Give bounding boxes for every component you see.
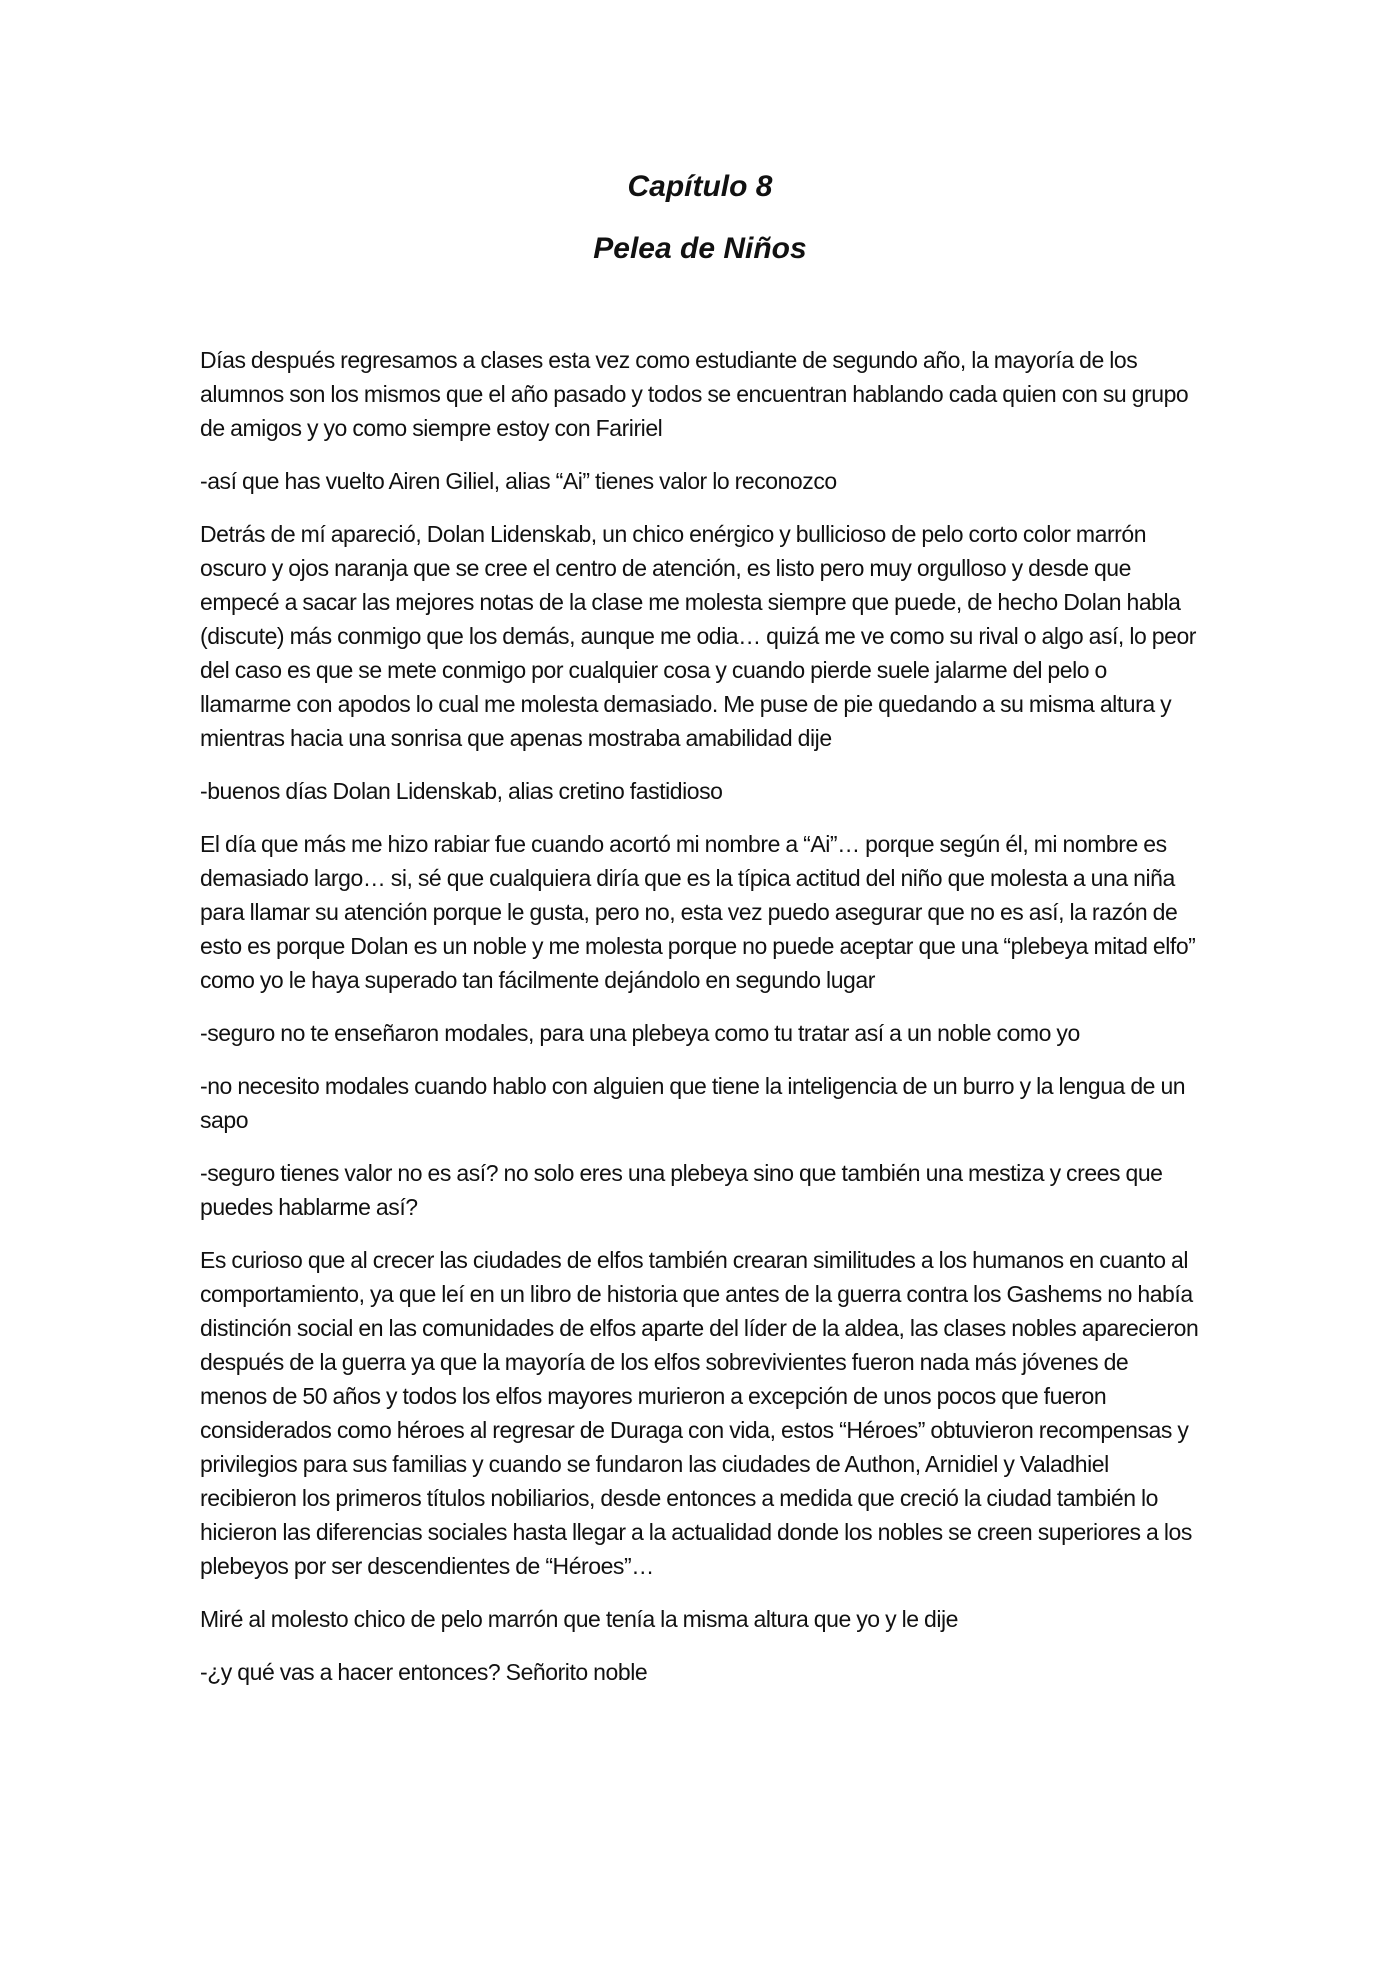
dialogue-line: -seguro no te enseñaron modales, para una plebeya como tu tratar así a un noble como yo xyxy=(200,1020,1080,1046)
chapter-title: Capítulo 8 xyxy=(627,170,773,203)
paragraph: Miré al molesto chico de pelo marrón que tenía la misma altura que yo y le dije xyxy=(200,1606,959,1632)
dialogue-line: -así que has vuelto Airen Giliel, alias “Ai” tienes valor lo reconozco xyxy=(200,468,837,494)
chapter-body xyxy=(200,343,1200,1708)
dialogue-line: -no necesito modales cuando hablo con alguien que tiene la inteligencia de un burro y la lengua de un sapo xyxy=(200,1073,1186,1133)
paragraph: Días después regresamos a clases esta vez como estudiante de segundo año, la mayoría de los alumnos son los mismos que el año pasado y todos se encuentran hablando cada quien con su grupo de amigos y yo como siempre estoy con Faririel xyxy=(200,347,1189,441)
paragraph: Es curioso que al crecer las ciudades de elfos también crearan similitudes a los humanos en cuanto al comportamiento, ya que leí en un libro de historia que antes de la guerra contra los Gashems no había distinción social en las comunidades de elfos aparte del líder de la aldea, las clases nobles aparecieron después de la guerra ya que la mayoría de los elfos sobrevivientes fueron nada más jóvenes de menos de 50 años y todos los elfos mayores murieron a excepción de unos pocos que fueron considerados como héroes al regresar de Duraga con vida, estos “Héroes” obtuvieron recompensas y privilegios para sus familias y cuando se fundaron las ciudades de Authon, Arnidiel y Valadhiel recibieron los primeros títulos nobiliarios, desde entonces a medida que creció la ciudad también lo hicieron las diferencias sociales hasta llegar a la actualidad donde los nobles se creen superiores a los plebeyos por ser descendientes de “Héroes”… xyxy=(200,1247,1199,1579)
chapter-subtitle: Pelea de Niños xyxy=(593,232,807,265)
dialogue-line: -¿y qué vas a hacer entonces? Señorito noble xyxy=(200,1659,648,1685)
dialogue-line: -seguro tienes valor no es así? no solo eres una plebeya sino que también una mestiza y crees que puedes hablarme así? xyxy=(200,1160,1163,1220)
paragraph: El día que más me hizo rabiar fue cuando acortó mi nombre a “Ai”… porque según él, mi nombre es demasiado largo… si, sé que cualquiera diría que es la típica actitud del niño que molesta a una niña para llamar su atención porque le gusta, pero no, esta vez puedo asegurar que no es así, la razón de esto es porque Dolan es un noble y me molesta porque no puede aceptar que una “plebeya mitad elfo” como yo le haya superado tan fácilmente dejándolo en segundo lugar xyxy=(200,831,1196,993)
dialogue-line: -buenos días Dolan Lidenskab, alias cretino fastidioso xyxy=(200,778,723,804)
paragraph: Detrás de mí apareció, Dolan Lidenskab, un chico enérgico y bullicioso de pelo corto color marrón oscuro y ojos naranja que se cree el centro de atención, es listo pero muy orgulloso y desde que empecé a sacar las mejores notas de la clase me molesta siempre que puede, de hecho Dolan habla (discute) más conmigo que los demás, aunque me odia… quizá me ve como su rival o algo así, lo peor del caso es que se mete conmigo por cualquier cosa y cuando pierde suele jalarme del pelo o llamarme con apodos lo cual me molesta demasiado. Me puse de pie quedando a su misma altura y mientras hacia una sonrisa que apenas mostraba amabilidad dije xyxy=(200,521,1196,751)
